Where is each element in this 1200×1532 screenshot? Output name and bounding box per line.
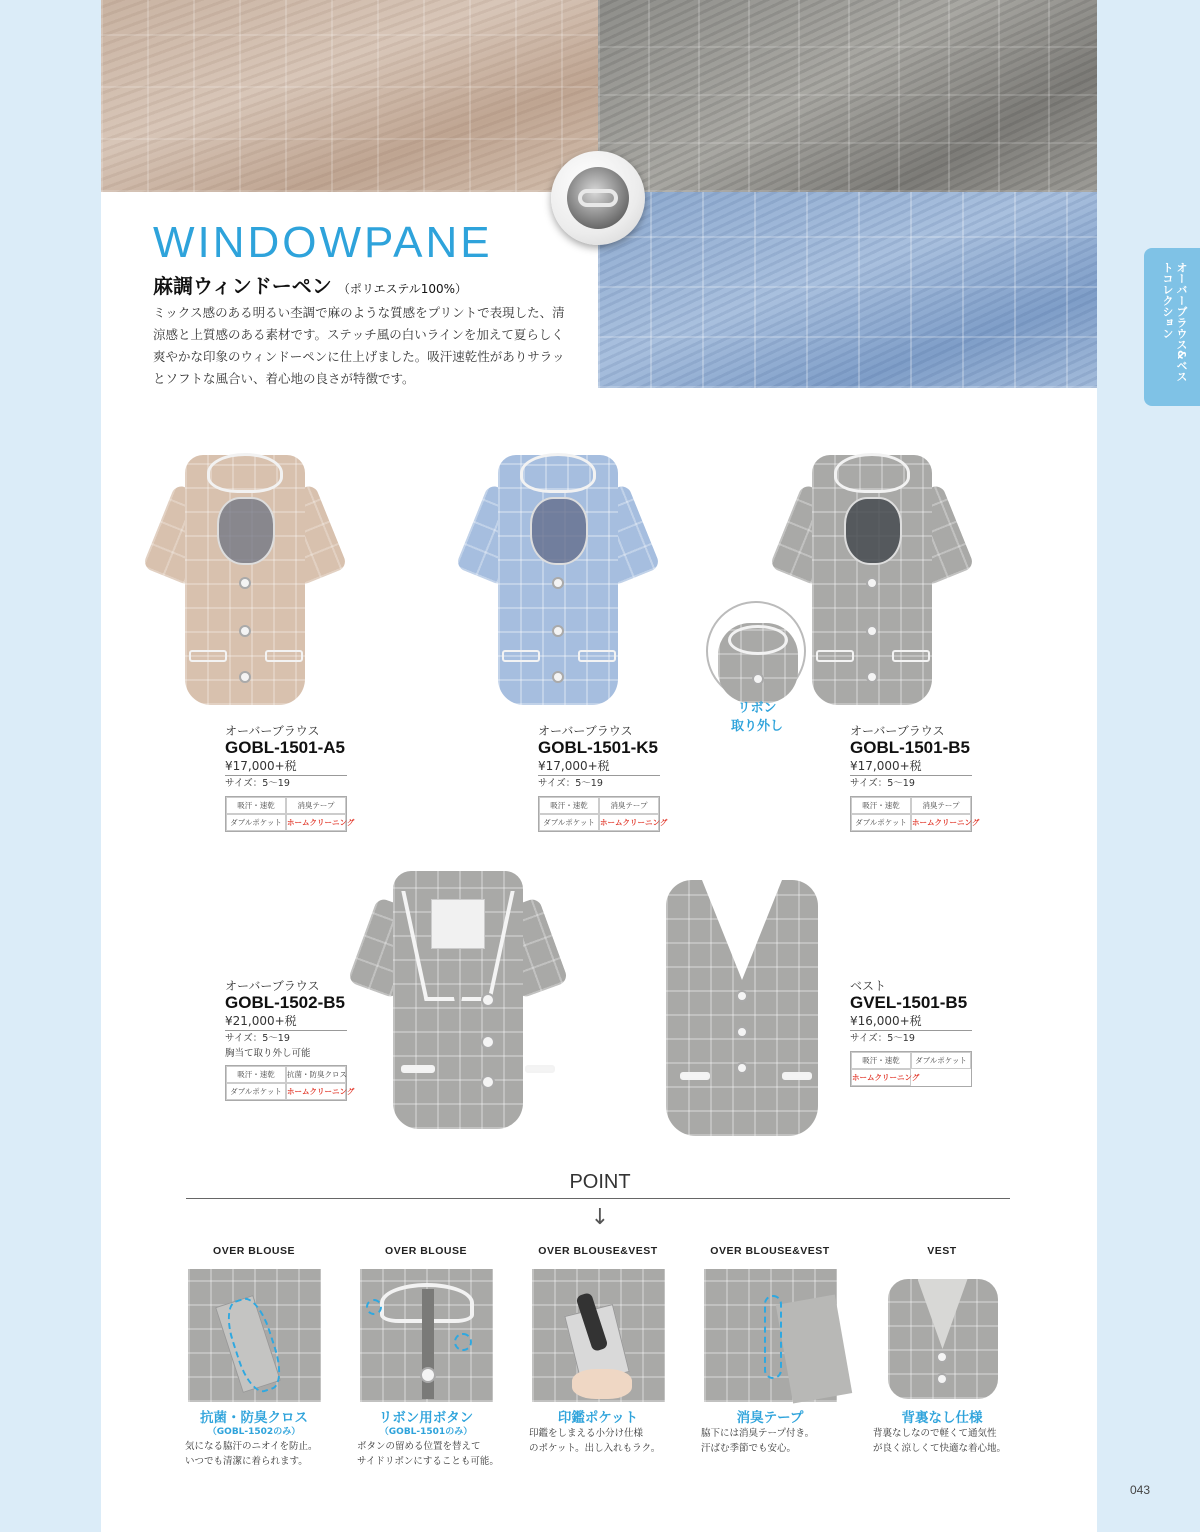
product-note: 胸当て取り外し可能 [225,1048,311,1059]
feature-tag: ホームクリーニング [286,814,346,831]
feature-tags [850,1051,972,1087]
point-photo-vest-back [876,1269,1009,1402]
point-item-sub: （GOBL-1502のみ） [207,1427,301,1437]
garment-image-b5[interactable] [782,445,962,715]
point-item-desc: 気になる脇汗のニオイを防止。 [185,1441,318,1452]
point-item-desc: サイドリボンにすることも可能。 [357,1456,499,1467]
feature-tag: 抗菌・防臭クロス [286,1066,346,1083]
product-category: ベスト [850,979,887,993]
point-item-desc: が良く涼しくて快適な着心地。 [873,1443,1007,1454]
feature-tag: ホームクリーニング [911,814,971,831]
product-info-1502-b5 [225,979,355,1101]
product-info-a5 [225,724,355,832]
product-code: GOBL-1501-B5 [850,738,970,757]
feature-tag: 吸汗・速乾 [539,797,599,814]
product-info-k5 [538,724,668,832]
product-price: ¥17,000+税 [225,758,347,776]
feature-tag: 消臭テープ [286,797,346,814]
ribbon-removable-text: リボン 取り外し [730,701,783,734]
point-item-label: OVER BLOUSE [213,1245,295,1257]
feature-tag: 吸汗・速乾 [851,1052,911,1069]
feature-tag: ダブルポケット [226,814,286,831]
point-item-sub: （GOBL-1501のみ） [379,1427,473,1437]
feature-tag: 吸汗・速乾 [226,1066,286,1083]
point-item-title: 印鑑ポケット [557,1410,639,1426]
feature-tag: ダブルポケット [226,1083,286,1100]
point-photo-underarm [188,1269,321,1402]
point-item-desc: 脇下には消臭テープ付き。 [701,1428,815,1439]
down-arrow-icon: ↓ [590,1205,610,1230]
feature-tag: 吸汗・速乾 [851,797,911,814]
product-code: GOBL-1501-K5 [538,738,658,757]
product-category: オーバーブラウス [225,724,320,738]
left-margin-band [0,0,101,1532]
garment-image-k5[interactable] [468,445,648,715]
metal-button-image [551,151,645,245]
product-price: ¥16,000+税 [850,1013,972,1031]
fabric-material: （ポリエステル100%） [337,282,468,296]
point-item-desc: ボタンの留める位置を替えて [357,1441,481,1452]
point-item-antibacterial [179,1245,329,1469]
feature-tag: ダブルポケット [539,814,599,831]
product-price: ¥17,000+税 [850,758,972,776]
fabric-swatch-beige [101,0,598,192]
feature-tag: 消臭テープ [599,797,659,814]
product-code: GOBL-1501-A5 [225,738,345,757]
feature-tag: ホームクリーニング [851,1069,911,1086]
point-item-desc: のポケット。出し入れもラク。 [529,1443,661,1454]
product-code: GOBL-1502-B5 [225,993,345,1012]
feature-tags [225,796,355,832]
product-price: ¥17,000+税 [538,758,660,776]
fabric-swatch-blue [598,192,1097,388]
product-code: GVEL-1501-B5 [850,993,968,1012]
product-size: サイズ：5～19 [538,778,603,789]
intro-text: ミックス感のある明るい杢調で麻のような質感をプリントで表現した、清涼感と上質感のある素材です。ステッチ風の白いラインを加えて夏らしく爽やかな印象のウィンドーペンに仕上げました。吸汗速乾性がありサラッとソフトな風合い、着心地の良さが特徴です。 [153,305,565,386]
feature-tag: 消臭テープ [911,797,971,814]
point-photo-underarm-tape [704,1269,837,1402]
product-price: ¥21,000+税 [225,1013,347,1031]
point-item-ribbon-button [351,1245,501,1469]
point-item-title: 抗菌・防臭クロス [200,1410,308,1426]
point-item-desc: 印鑑をしまえる小分け仕様 [529,1428,644,1439]
product-size: サイズ：5～19 [225,1033,290,1044]
garment-image-vest[interactable] [662,880,822,1140]
fabric-name-text: 麻調ウィンドーペン [153,274,332,298]
product-category: オーバーブラウス [225,979,320,993]
fabric-swatch-grey [598,0,1097,192]
feature-tag: ホームクリーニング [286,1083,346,1100]
point-item-no-lining [867,1245,1017,1456]
feature-tag: ダブルポケット [911,1052,971,1069]
point-item-desc: 背裏なしなので軽くて通気性 [873,1428,997,1439]
product-size: サイズ：5～19 [850,778,915,789]
section-tab-label: オーバーブラウス&ベストコレクション [1161,262,1188,382]
product-category: オーバーブラウス [850,724,945,738]
product-size: サイズ：5～19 [225,778,290,789]
page-title: WINDOWPANE [153,218,493,267]
point-item-desc: 汗ばむ季節でも安心。 [701,1443,797,1454]
point-item-deodorant-tape [695,1245,845,1456]
point-item-label: OVER BLOUSE&VEST [538,1245,658,1257]
point-item-title: 消臭テープ [736,1410,804,1426]
product-info-vest [850,979,972,1087]
product-info-b5 [850,724,980,832]
point-item-title: リボン用ボタン [378,1410,474,1426]
fabric-name [153,270,467,299]
ribbon-removable-label [727,700,787,736]
point-item-label: VEST [927,1245,957,1257]
garment-image-a5[interactable] [155,445,335,715]
point-divider [186,1198,1010,1199]
point-item-title: 背裏なし仕様 [901,1410,983,1426]
point-item-desc: いつでも清潔に着られます。 [185,1456,308,1467]
garment-image-1502-b5[interactable] [355,865,560,1135]
point-photo-collar [360,1269,493,1402]
product-category: オーバーブラウス [538,724,633,738]
feature-tag: ダブルポケット [851,814,911,831]
feature-tag: ホームクリーニング [599,814,659,831]
product-size: サイズ：5～19 [850,1033,915,1044]
feature-tags [850,796,980,832]
feature-tags [538,796,668,832]
feature-tags [225,1065,355,1101]
point-item-label: OVER BLOUSE [385,1245,467,1257]
page-number: 043 [1130,1483,1151,1497]
point-item-seal-pocket [523,1245,673,1456]
point-photo-pocket [532,1269,665,1402]
point-heading: POINT [569,1171,631,1193]
point-item-label: OVER BLOUSE&VEST [710,1245,830,1257]
feature-tag: 吸汗・速乾 [226,797,286,814]
right-margin-band [1097,0,1200,1532]
